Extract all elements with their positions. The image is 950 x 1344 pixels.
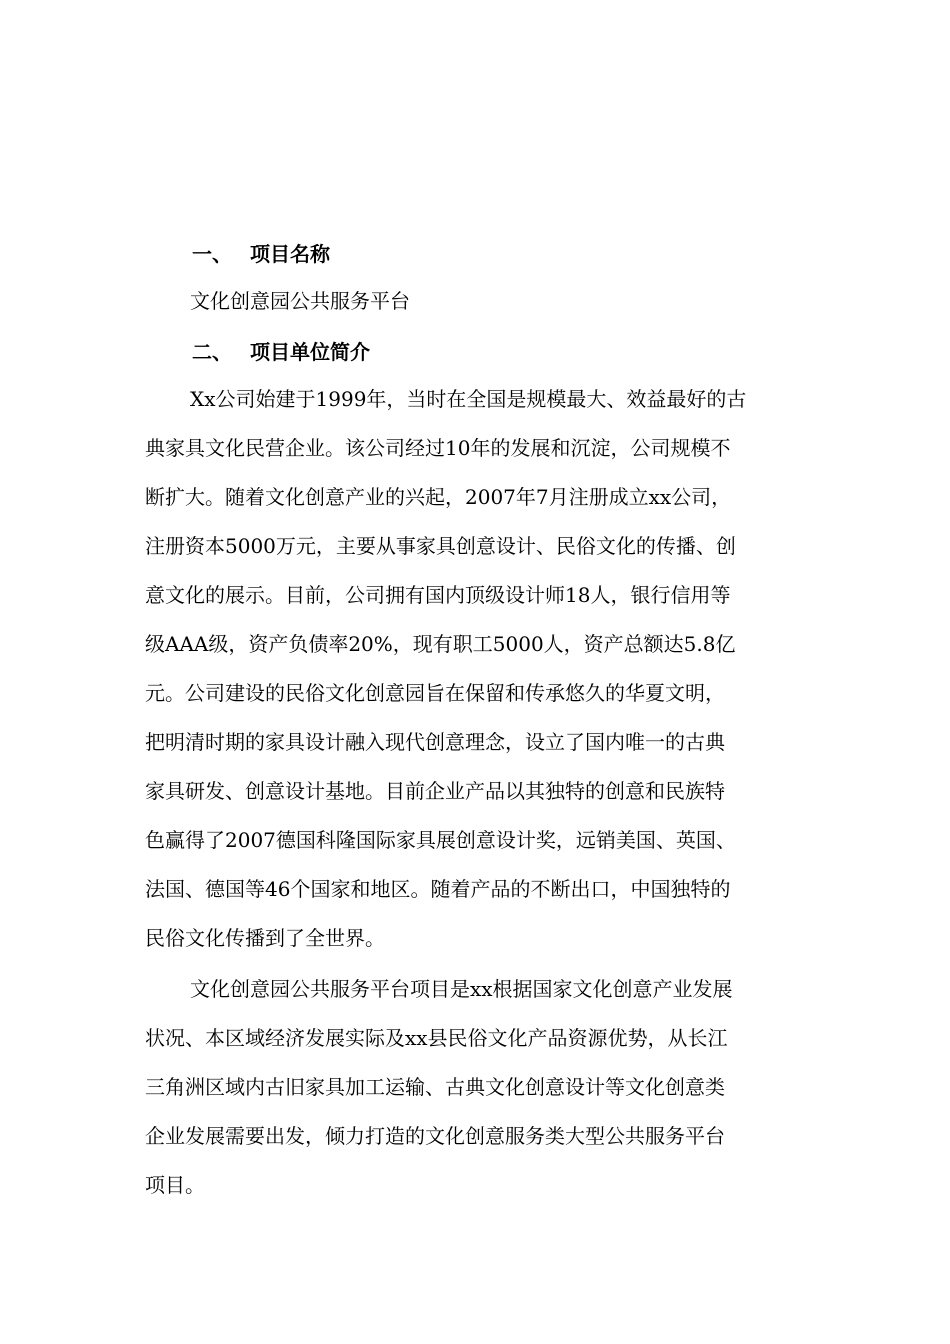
section-title: 项目单位简介 [250,340,370,364]
text-line: 状况、本区域经济发展实际及xx县民俗文化产品资源优势，从长江 [145,1026,728,1050]
document-content [145,228,807,1210]
text-line: 三角洲区域内古旧家具加工运输、古典文化创意设计等文化创意类 [145,1075,725,1099]
section-2-paragraph-1 [145,375,807,963]
text-line: 色赢得了2007德国科隆国际家具展创意设计奖，远销美国、英国、 [145,828,736,852]
text-line: 注册资本5000万元，主要从事家具创意设计、民俗文化的传播、创 [145,534,736,558]
text-line: 断扩大。随着文化创意产业的兴起，2007年7月注册成立xx公司， [145,485,732,509]
text-line: Xx公司始建于1999年，当时在全国是规模最大、效益最好的古 [190,387,747,411]
section-number: 一、 [192,242,232,266]
text-line: 文化创意园公共服务平台 [190,289,410,313]
text-line: 民俗文化传播到了全世界。 [145,926,385,950]
text-line: 文化创意园公共服务平台项目是xx根据国家文化创意产业发展 [190,977,733,1001]
text-line: 法国、德国等46个国家和地区。随着产品的不断出口，中国独特的 [145,877,731,901]
section-heading-2 [145,326,807,375]
section-1-paragraph-1 [145,277,807,326]
section-heading-1 [145,228,807,277]
section-title: 项目名称 [250,242,330,266]
text-line: 把明清时期的家具设计融入现代创意理念，设立了国内唯一的古典 [145,730,725,754]
text-line: 企业发展需要出发，倾力打造的文化创意服务类大型公共服务平台 [145,1124,725,1148]
text-line: 级AAA级，资产负债率20%，现有职工5000人，资产总额达5.8亿 [145,632,736,656]
text-line: 项目。 [145,1173,205,1197]
text-line: 家具研发、创意设计基地。目前企业产品以其独特的创意和民族特 [145,779,725,803]
section-number: 二、 [192,340,232,364]
text-line: 典家具文化民营企业。该公司经过10年的发展和沉淀，公司规模不 [145,436,731,460]
text-line: 元。公司建设的民俗文化创意园旨在保留和传承悠久的华夏文明， [145,681,725,705]
text-line: 意文化的展示。目前，公司拥有国内顶级设计师18人，银行信用等 [145,583,731,607]
section-2-paragraph-2 [145,965,807,1210]
